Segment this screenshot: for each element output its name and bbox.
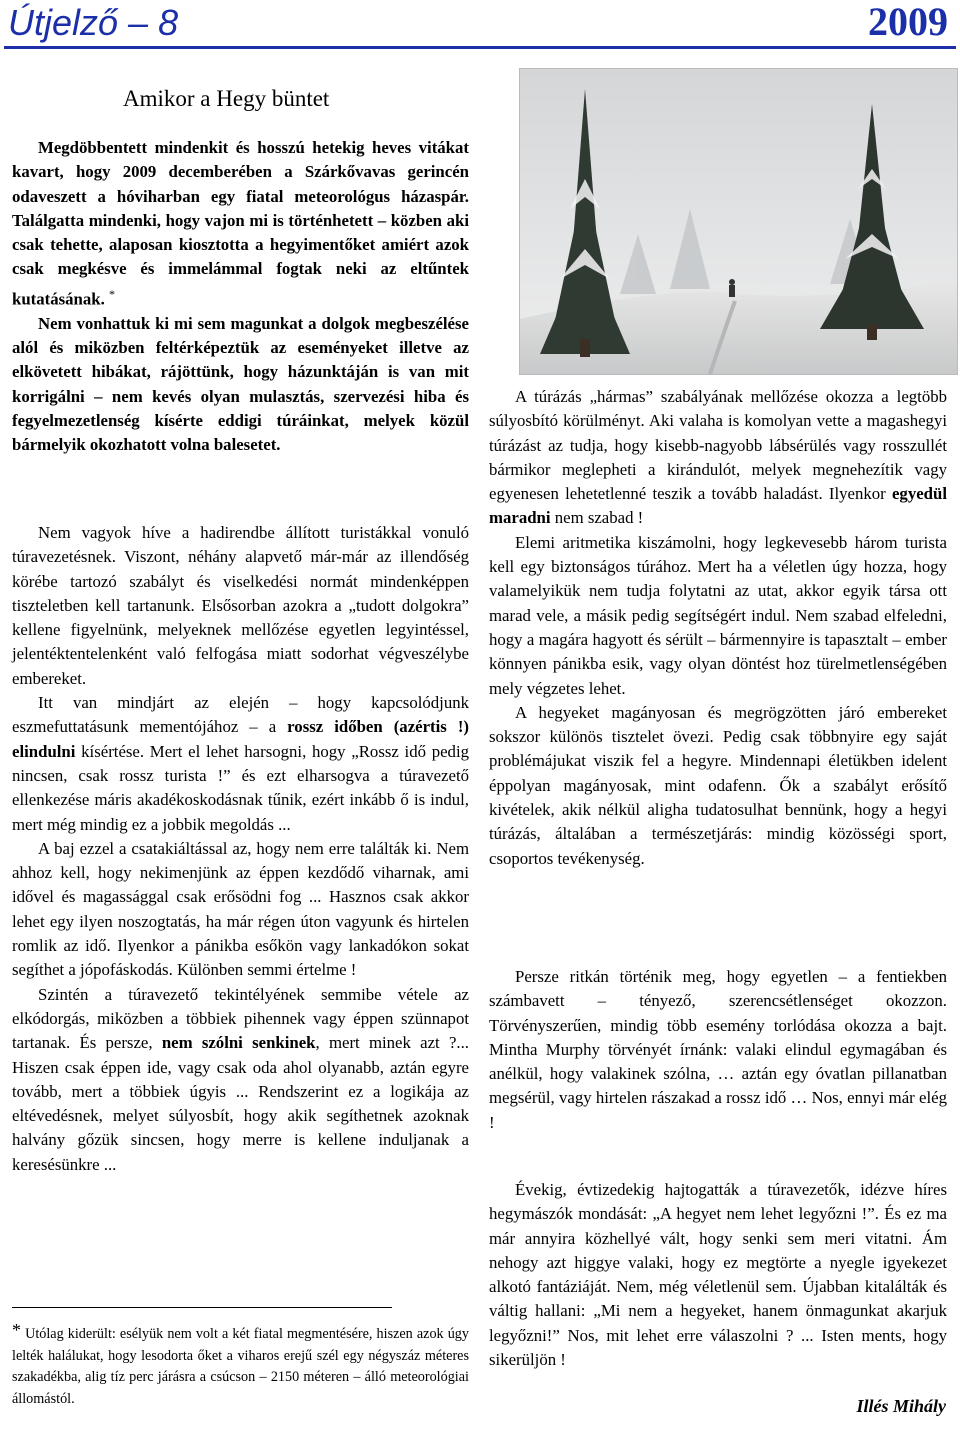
lead-paragraph-1 <box>12 136 469 312</box>
right-paragraph-2: Elemi aritmetika kiszámolni, hogy legkevesebb három turista kell egy biztonságos túrához. Mert ha a véletlen úgy hozza, hogy valamelyikük nem tudja folytatni az utat, akkor egyik társa ott marad vele, a másik pedig segítségért indul. Nem szabad elfeledni, hogy a magára hagyott és sérült – bármennyire is tapasztalt – ember könnyen pánikba esik, vagy olyan döntést hoz türelmetlenségében mely végzetes lehet. <box>489 532 947 698</box>
right-paragraph-1 <box>489 385 947 531</box>
right-p1-text-a: A túrázás „hármas” szabályának mellőzése okozza a legtöbb súlyosbító körülményt. Aki valaha is komolyan vette a magashegyi túrázást az tudja, hogy kisebb-nagyobb lábsérülés vagy rosszullét bármikor meglepheti a kirándulót, melyek megnehezítik vagy egyenesen lehetetlenné teszik a tovább haladást. Ilyenkor <box>489 387 947 504</box>
header-rule <box>4 46 956 49</box>
author-signature: Illés Mihály <box>856 1396 946 1416</box>
lead-paragraph-2: Nem vonhattuk ki mi sem magunkat a dolgok megbeszélése alól és miközben feltérképeztük az eseményeket illetve az elkövetett hibákat, rájöttünk, hogy házunktáján is van mit korrigálni – nem kevés olyan mulasztás, szervezési hiba és fegyelmezetlenség kísérte eddigi túráinkat, melyek közül bármelyik okozhatott volna balesetet. <box>12 313 469 455</box>
left-p4-text-c: , mert minek azt ?... Hiszen csak éppen ide, vagy csak oda ahol olyanabb, aztán egyre tovább, mert a többiek úgyis ... Rendszerint ez a logikája az eltévedésnek, melyet súlyosbít, hogy akik segíthetnek azoknak halvány gőzük sincsen, hogy merre is kellene induljanak a keresésünkre ... <box>12 1033 469 1174</box>
publication-title: Útjelző – 8 <box>8 2 179 43</box>
footnote-rule <box>12 1307 392 1308</box>
left-p2-text-a: Itt van mindjárt az elején – hogy kapcsolódjunk eszmefuttatásunk mementójához – a <box>12 693 469 737</box>
right-paragraph-4: Persze ritkán történik meg, hogy egyetlen – a fentiekben számbavett – tényező, szerencsétlenséget okozzon. Törvényszerűen, mindig több esemény torlódása okozza a bajt. Mintha Murphy törvényét írnánk: valaki elindul egymagában és anélkül, hogy valakinek szólna, … aztán egy óvatlan pillanatban megsérül, vagy hirtelen rászakad a rossz idő … Nos, ennyi már elég ! <box>489 967 947 1132</box>
left-p2-emphasis: rossz időben (azértis !) elindulni <box>12 717 469 761</box>
footnote-ref: * <box>109 286 115 301</box>
footnote-text: Utólag kiderült: esélyük nem volt a két fiatal megmentésére, hiszen azok úgy lelték halálukat, hogy lesodorta őket a viharos erejű szél egy négyszáz méteres szakadékba, alig tíz perc járásra a csúcson – 2150 méteren – álló meteorológiai állomástól. <box>12 1326 469 1407</box>
photo-illustration <box>520 69 957 374</box>
right-column-body-3 <box>489 1178 947 1372</box>
winter-forest-photo <box>519 68 958 375</box>
lead-paragraphs <box>12 136 469 457</box>
right-paragraph-5: Évekig, évtizedekig hajtogatták a túravezetők, idézve híres hegymászók mondását: „A hegyet nem lehet legyőzni !”. És ez ma már annyira közhellyé vált, hogy senki sem meri vitatni. Ám nehogy azt higgye valaki, hogy ez megtörte a nyegle igyekezet alkotó fantáziáját. Nem, még véletlenül sem. Újabban kitalálták és váltig hallani: „Mi nem a hegyeket, hanem önmagunkat akarjuk legyőzni!” Nos, mit lehet erre válaszolni ? ... Isten ments, hogy sikerüljön ! <box>489 1180 947 1370</box>
left-p2-text-c: kísértése. Mert el lehet harsogni, hogy „Rossz idő pedig nincsen, csak rossz turista !” és ezt elharsogva a túravezető ellenkezése máris akadékoskodásnak tűnik, ezért inkább ő is indul, mert még mindig ez a jobbik megoldás ... <box>12 741 469 834</box>
left-column-body <box>12 521 469 1177</box>
right-column-body <box>489 385 947 871</box>
right-column-body-2 <box>489 965 947 1135</box>
issue-year: 2009 <box>868 0 948 44</box>
right-p1-text-c: nem szabad ! <box>550 508 644 528</box>
left-p4-text-a: Szintén a túravezető tekintélyének semmibe vétele az elkódorgás, miközben a többiek pihennek vagy éppen szünnapot tartanak. És persze, <box>12 984 469 1053</box>
left-p4-emphasis: nem szólni senkinek <box>161 1033 316 1053</box>
right-p1-emphasis: egyedül maradni <box>489 484 947 528</box>
lead-text-1: Megdöbbentett mindenkit és hosszú hetekig heves vitákat kavart, hogy 2009 decemberében a Szárkővavas gerincén odaveszett a hóviharban egy fiatal meteorológus házaspár. Találgatta mindenki, hogy vajon mi is történhetett – közben aki csak tehette, alaposan kiosztotta a hegyimentőket amiért azok csak megkésve és immelámmal fogtak neki az eltűntek kutatásának. <box>12 138 469 309</box>
left-paragraph-2 <box>12 691 469 837</box>
footnote-mark: * <box>12 1320 21 1340</box>
footnote <box>12 1320 469 1410</box>
left-paragraph-3: A baj ezzel a csatakiáltással az, hogy nem erre találták ki. Nem ahhoz kell, hogy nekimenjünk az éppen kezdődő viharnak, ami idővel és magassággal csak erősödni fog ... Hasznos csak akkor lehet egy ilyen noszogtatás, ha már régen úton vagyunk és hirtelen romlik az idő. Ilyenkor a pánikba esőkön vagy lankadókon sokat segíthet a jópofáskodás. Különben semmi értelme ! <box>12 838 469 980</box>
left-paragraph-4 <box>12 983 469 1177</box>
right-paragraph-3: A hegyeket magányosan és megrögzötten járó embereket sokszor különös tisztelet övezi. Pedig csak többnyire egy saját problémájukat viszik fel a hegyre. Mindennapi életükben idelent éppolyan magányosak, mint odafenn. Ők a szabályt erősítő kivételek, akik nélkül aligha tudatosulhat bennünk, hogy a hegyi túrázás, általában a természetjárás: mindig közösségi sport, csoportos tevékenység. <box>489 702 947 868</box>
left-paragraph-1: Nem vagyok híve a hadirendbe állított turistákkal vonuló túravezetésnek. Viszont, néhány alapvető már-már az illendőség körébe tartozó szabályt és viselkedési normát mindenképpen tiszteletben kell tartanunk. Elsősorban azokra a „tudott dolgokra” kellene figyelnünk, melyeknek mellőzése egyetlen legyintéssel, jelentéktentelenként való felfogása miatt sodorhat végveszélybe embereket. <box>12 523 469 688</box>
article-title: Amikor a Hegy büntet <box>123 86 330 111</box>
